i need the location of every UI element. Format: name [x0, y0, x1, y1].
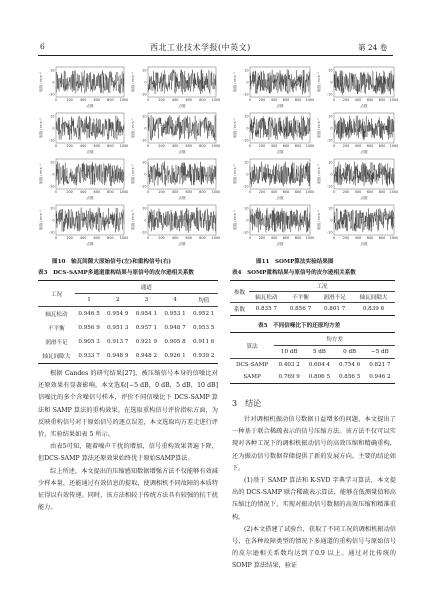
x-tick-label: 600: [366, 144, 374, 148]
table3-cell: 0.905 8: [164, 339, 186, 345]
x-tick-label: 600: [366, 190, 374, 194]
y-tick-label: 0: [246, 172, 249, 177]
table3-corner: 工况: [50, 291, 62, 298]
table3-cell: 0.951 3: [107, 325, 129, 331]
x-tick-label: 800: [107, 236, 114, 240]
table3-row-label: 润滑不足: [45, 340, 68, 346]
x-tick-label: 600: [185, 236, 193, 240]
x-axis-label: 点数: [86, 196, 94, 200]
y-axis-label: 幅值 / m·s⁻²: [233, 210, 237, 230]
y-tick-label: 0: [144, 172, 147, 177]
x-tick-label: 0: [332, 190, 336, 194]
table3-cell: 0.948 7: [164, 325, 186, 331]
y-axis-label: 幅值 / m·s⁻²: [317, 164, 321, 184]
x-tick-label: 1000: [119, 190, 128, 194]
table-row: [230, 303, 395, 316]
x-tick-label: 200: [66, 98, 73, 102]
waveform-plot: [232, 156, 314, 200]
table3-cell: 0.913 7: [107, 339, 129, 345]
right-column-text: [232, 414, 396, 573]
x-tick-label: 800: [294, 190, 302, 194]
y-tick-label: 10: [244, 114, 249, 119]
y-tick-label: -10: [326, 138, 333, 143]
x-tick-label: 0: [54, 144, 58, 148]
table-row: [230, 359, 395, 372]
x-axis-label: 点数: [360, 104, 368, 108]
x-tick-label: 800: [378, 98, 386, 102]
waveform-plot: [130, 156, 220, 200]
x-tick-label: 0: [54, 98, 58, 102]
table3-cell: 0.946 5: [78, 311, 100, 317]
y-tick-label: 0: [330, 172, 333, 177]
x-tick-label: 400: [354, 190, 362, 194]
y-axis-label: 幅值 / m·s⁻²: [131, 210, 135, 230]
x-tick-label: 200: [158, 190, 165, 194]
x-tick-label: 1000: [305, 144, 314, 148]
x-tick-label: 1000: [211, 144, 220, 148]
waveform-plot: [316, 156, 398, 200]
y-tick-label: 10: [50, 68, 55, 73]
table4-col-header: 不平衡: [292, 295, 309, 301]
y-tick-label: 0: [330, 218, 333, 223]
y-tick-label: 0: [246, 218, 249, 223]
waveform-plot: [316, 64, 398, 108]
x-tick-label: 800: [199, 98, 206, 102]
y-tick-label: 0: [330, 126, 333, 131]
x-tick-label: 800: [199, 190, 206, 194]
y-tick-label: 10: [50, 206, 55, 211]
table-5: [230, 332, 395, 384]
paragraph-conclusion-intro: 针对调相机振动信号数据日益增多的问题，本文提出了一种基于联合稀疏表示的信号压缩方法。该方法不仅可以实现对各种工况下的调相机振动信号的高效压缩和精确重构，还为振动信号数据存储提供了新的发展方向。主要的结论如下。: [232, 416, 396, 472]
y-tick-label: -10: [48, 138, 55, 143]
x-tick-label: 200: [66, 236, 73, 240]
y-axis-label: 幅值 / m·s⁻²: [131, 164, 135, 184]
table5-col-header: −5 dB: [371, 349, 389, 355]
x-tick-label: 200: [258, 190, 266, 194]
table4-corner: 参数: [233, 289, 246, 296]
y-axis-label: 幅值 / m·s⁻²: [39, 210, 43, 230]
x-tick-label: 1000: [389, 190, 398, 194]
x-tick-label: 600: [185, 144, 193, 148]
x-tick-label: 600: [366, 98, 374, 102]
table-row: [38, 321, 218, 335]
x-tick-label: 200: [66, 144, 73, 148]
x-tick-label: 1000: [389, 144, 398, 148]
x-tick-label: 0: [248, 190, 252, 194]
table4-cell: 0.839 6: [362, 306, 385, 312]
x-tick-label: 1000: [389, 236, 398, 240]
x-tick-label: 0: [54, 236, 58, 240]
waveform-plot: [38, 202, 128, 246]
waveform-plot: [38, 110, 128, 154]
x-tick-label: 1000: [305, 236, 314, 240]
y-tick-label: 10: [50, 160, 55, 165]
table4-cell: 0.835 7: [255, 306, 277, 312]
table3-col-header: 均值: [198, 298, 210, 304]
x-tick-label: 600: [185, 98, 193, 102]
table3-cell: 0.957 1: [135, 325, 158, 331]
x-tick-label: 1000: [305, 190, 314, 194]
x-axis-label: 点数: [86, 104, 94, 108]
y-tick-label: 0: [246, 126, 249, 131]
table5-cell: 0.769 9: [278, 374, 300, 380]
x-tick-label: 800: [294, 236, 302, 240]
x-tick-label: 600: [185, 190, 193, 194]
waveform-plot: [232, 202, 314, 246]
y-axis-label: 幅值 / m·s⁻²: [233, 164, 237, 184]
table5-cell: 0.821 7: [369, 362, 391, 368]
y-tick-label: 0: [144, 126, 147, 131]
table5-caption: 表5 不同信噪比下的还原均方差: [258, 323, 341, 329]
table3-cell: 0.953 1: [164, 311, 186, 317]
x-axis-label: 点数: [360, 242, 368, 246]
y-tick-label: 0: [144, 80, 147, 85]
table5-cell: 0.604 4: [308, 362, 331, 368]
y-tick-label: 0: [52, 172, 55, 177]
waveform-plot: [38, 156, 128, 200]
x-axis-label: 点数: [276, 104, 284, 108]
x-tick-label: 600: [282, 98, 290, 102]
x-tick-label: 200: [258, 144, 266, 148]
y-tick-label: 10: [328, 206, 333, 211]
table4-group: 工况: [249, 281, 395, 292]
x-tick-label: 400: [354, 98, 362, 102]
x-tick-label: 1000: [119, 98, 128, 102]
y-axis-label: 幅值 / m·s⁻²: [317, 72, 321, 92]
x-axis-label: 点数: [360, 196, 368, 200]
x-tick-label: 1000: [211, 190, 220, 194]
y-tick-label: -10: [326, 184, 333, 189]
x-axis-label: 点数: [86, 242, 94, 246]
y-axis-label: 幅值 / m·s⁻²: [131, 118, 135, 138]
journal-title: 西北工业技术学报(中英文): [150, 43, 251, 52]
table3-cell: 0.905 3: [78, 339, 100, 345]
table5-cell: 0.946 2: [369, 374, 391, 380]
table5-cell: 0.403 2: [278, 362, 300, 368]
y-tick-label: -10: [140, 138, 147, 143]
x-tick-label: 800: [294, 98, 302, 102]
y-axis-label: 幅值 / m·s⁻²: [233, 118, 237, 138]
table5-cell: 0.856 5: [338, 374, 361, 380]
x-tick-label: 800: [199, 144, 206, 148]
table5-corner: 算法: [246, 343, 258, 350]
paragraph-summary: 综上所述，本文提出的压缩感知数据增强方法不仅能够有效减少样本量，还能通过有效信息的提取，使调相机不同故障的本质特征得以有效传递。同时，该方法相较于传统方法具有较强的抗干扰能力。: [38, 467, 218, 512]
x-tick-label: 0: [54, 190, 58, 194]
waveform-plot: [130, 64, 220, 108]
x-tick-label: 0: [146, 144, 150, 148]
y-tick-label: 10: [328, 68, 333, 73]
y-tick-label: -10: [242, 92, 249, 97]
x-tick-label: 800: [199, 236, 206, 240]
y-tick-label: 0: [52, 80, 55, 85]
y-tick-label: 10: [328, 114, 333, 119]
x-tick-label: 400: [171, 236, 179, 240]
x-tick-label: 600: [93, 98, 101, 102]
table4-cell: 0.801 7: [323, 306, 346, 312]
x-tick-label: 200: [342, 236, 350, 240]
x-tick-label: 1000: [305, 98, 314, 102]
x-tick-label: 400: [270, 190, 278, 194]
x-tick-label: 800: [378, 236, 386, 240]
y-axis-label: 幅值 / m·s⁻²: [39, 72, 43, 92]
table3-row-label: 轴瓦松动: [45, 312, 68, 318]
table3-cell: 0.948 2: [135, 353, 158, 359]
table5-cell: 0.754 6: [338, 362, 361, 368]
table5-cell: 0.806 5: [308, 374, 331, 380]
y-tick-label: 10: [244, 160, 249, 165]
x-tick-label: 200: [158, 144, 165, 148]
table5-group: 均方差: [274, 333, 395, 346]
table4-cell: 0.856 7: [289, 306, 312, 312]
x-tick-label: 200: [258, 98, 266, 102]
x-tick-label: 200: [258, 236, 266, 240]
x-tick-label: 400: [171, 190, 179, 194]
paragraph-conclusion-2: (2)本文搭建了试验台，获取了不同工况的调相机振动信号，在各种故障类型的情况下多通道的重构信号与原始信号的皮尔逊相关系数均达到了0.9 以上。通过对比传统的 SOMP 算法结果，验证: [232, 525, 396, 570]
table3-caption: 表3 DCS-SAMP多通道重构结果与原信号的皮尔逊相关系数: [38, 270, 195, 276]
y-tick-label: -10: [48, 230, 55, 235]
y-axis-label: 幅值 / m·s⁻²: [39, 118, 43, 138]
y-tick-label: 10: [328, 160, 333, 165]
x-tick-label: 200: [158, 98, 165, 102]
waveform-plot: [130, 202, 220, 246]
waveform-plot: [316, 110, 398, 154]
x-tick-label: 200: [342, 190, 350, 194]
table5-col-header: 10 dB: [280, 349, 298, 355]
waveform-plot: [316, 202, 398, 246]
fig10-caption: 图10 轴瓦间隙大原始信号(左)和重构信号(右): [52, 259, 172, 265]
x-tick-label: 400: [354, 236, 362, 240]
y-tick-label: 0: [52, 126, 55, 131]
y-axis-label: 幅值 / m·s⁻²: [317, 118, 321, 138]
table5-col-header: 5 dB: [312, 349, 326, 355]
x-tick-label: 800: [294, 144, 302, 148]
x-axis-label: 点数: [178, 150, 186, 154]
x-axis-label: 点数: [178, 242, 186, 246]
left-column-text: [38, 368, 218, 514]
page-number: 6: [40, 42, 45, 51]
paragraph-snr: 根据 Candes 的研究结果[27]，被压缩信号本身的信噪比对还原效果有显著影响。本文选取[−5 dB，0 dB，5 dB，10 dB]信噪比的多个含噪信号样本，评价不同信噪比下 DCS-SAMP 算法和 SAMP 算法的重构效果。在选取重构信号评价指标方面，为反映重构信号对于原始信号的逐点误差，本文选取均方差走进行评价，实验结果如表 5 所示。: [38, 370, 218, 439]
x-tick-label: 0: [248, 236, 252, 240]
x-tick-label: 1000: [119, 236, 128, 240]
x-tick-label: 400: [79, 236, 87, 240]
y-tick-label: 10: [50, 114, 55, 119]
y-tick-label: 10: [142, 114, 147, 119]
x-tick-label: 600: [282, 236, 290, 240]
x-tick-label: 600: [366, 236, 374, 240]
x-tick-label: 0: [332, 236, 336, 240]
table4-col-header: 润滑不足: [323, 295, 346, 301]
x-tick-label: 1000: [211, 98, 220, 102]
table3-cell: 0.911 6: [192, 339, 215, 345]
x-tick-label: 0: [146, 98, 150, 102]
table5-col-header: 0 dB: [343, 349, 357, 355]
table3-row-label: 轴瓦间隙大: [42, 354, 71, 360]
table-row: [38, 335, 218, 349]
y-axis-label: 幅值 / m·s⁻²: [233, 72, 237, 92]
x-tick-label: 400: [354, 144, 362, 148]
x-tick-label: 400: [79, 144, 87, 148]
x-tick-label: 400: [79, 190, 87, 194]
y-tick-label: 10: [142, 206, 147, 211]
x-tick-label: 800: [107, 144, 114, 148]
x-tick-label: 800: [107, 190, 114, 194]
waveform-plot: [130, 110, 220, 154]
x-tick-label: 0: [332, 98, 336, 102]
table3-cell: 0.954 9: [107, 311, 129, 317]
x-tick-label: 1000: [211, 236, 220, 240]
y-tick-label: -10: [242, 230, 249, 235]
y-tick-label: 10: [142, 68, 147, 73]
y-tick-label: 0: [330, 80, 333, 85]
x-tick-label: 0: [146, 190, 150, 194]
paragraph-conclusion-1: (1)基于 SAMP 算法和 K-SVD 字典学习算法，本文提出的 DCS-SAMP 联合稀疏表示算法，能够在低测量值和高压缩比的情况下，实现对振动信号数据的高效压缩和精准重构。: [232, 477, 396, 521]
y-axis-label: 幅值 / m·s⁻²: [39, 164, 43, 184]
table4-caption: 表4 SOMP重构结果与原信号的皮尔逊相关系数: [232, 270, 356, 276]
table3-cell: 0.952 1: [192, 311, 215, 317]
x-tick-label: 600: [93, 190, 101, 194]
table3-cell: 0.956 9: [78, 325, 100, 331]
x-axis-label: 点数: [86, 150, 94, 154]
x-tick-label: 400: [270, 144, 278, 148]
waveform-plot: [38, 64, 128, 108]
table-row: [230, 371, 395, 384]
x-axis-label: 点数: [276, 242, 284, 246]
volume-label: 第 24 卷: [358, 43, 388, 52]
y-tick-label: -10: [48, 184, 55, 189]
table-4: [230, 280, 395, 316]
y-tick-label: 0: [144, 218, 147, 223]
x-tick-label: 0: [146, 236, 150, 240]
y-tick-label: 10: [244, 68, 249, 73]
x-tick-label: 200: [158, 236, 165, 240]
y-tick-label: -10: [242, 184, 249, 189]
x-tick-label: 0: [332, 144, 336, 148]
y-tick-label: -10: [326, 92, 333, 97]
table4-col-header: 轴瓦松动: [255, 295, 278, 301]
x-axis-label: 点数: [360, 150, 368, 154]
table3-cell: 0.954 1: [135, 311, 158, 317]
section-heading-conclusion: 3 结论: [232, 399, 262, 408]
table3-cell: 0.948 9: [107, 353, 129, 359]
table-row: [38, 307, 218, 322]
header-rule: [38, 55, 393, 56]
table4-col-header: 轴瓦间隙大: [359, 295, 388, 301]
y-axis-label: 幅值 / m·s⁻²: [317, 210, 321, 230]
x-tick-label: 600: [282, 190, 290, 194]
table3-group: 通道: [75, 281, 218, 294]
y-tick-label: 0: [246, 80, 249, 85]
x-tick-label: 200: [66, 190, 73, 194]
y-tick-label: 10: [142, 160, 147, 165]
table3-cell: 0.953 5: [192, 325, 215, 331]
y-tick-label: -10: [140, 92, 147, 97]
y-tick-label: -10: [48, 92, 55, 97]
x-tick-label: 200: [342, 98, 350, 102]
x-tick-label: 600: [282, 144, 290, 148]
table3-cell: 0.926 1: [164, 353, 186, 359]
table3-col-header: 1: [87, 297, 91, 303]
x-tick-label: 800: [378, 144, 386, 148]
table3-cell: 0.939 2: [192, 353, 215, 359]
table5-row-label: SAMP: [243, 374, 261, 380]
x-tick-label: 800: [107, 98, 114, 102]
x-tick-label: 600: [93, 236, 101, 240]
x-tick-label: 600: [93, 144, 101, 148]
x-tick-label: 400: [171, 98, 179, 102]
table-row: [38, 349, 218, 364]
table4-row-label: 系数: [233, 307, 246, 313]
y-tick-label: -10: [326, 230, 333, 235]
y-tick-label: 0: [52, 218, 55, 223]
x-tick-label: 800: [378, 190, 386, 194]
x-axis-label: 点数: [178, 104, 186, 108]
x-tick-label: 200: [342, 144, 350, 148]
x-tick-label: 0: [248, 144, 252, 148]
fig11-caption: 图11 SOMP算法实验结果图: [256, 259, 334, 265]
table3-row-label: 不平衡: [47, 326, 65, 332]
table3-cell: 0.933 7: [78, 353, 100, 359]
table3-col-header: 3: [144, 297, 149, 303]
x-tick-label: 400: [79, 98, 87, 102]
x-tick-label: 0: [248, 98, 252, 102]
x-axis-label: 点数: [276, 196, 284, 200]
waveform-plot: [232, 110, 314, 154]
x-axis-label: 点数: [276, 150, 284, 154]
table3-cell: 0.921 9: [135, 339, 158, 345]
x-tick-label: 1000: [119, 144, 128, 148]
x-tick-label: 400: [171, 144, 179, 148]
y-tick-label: -10: [242, 138, 249, 143]
table-3: [38, 280, 218, 364]
x-tick-label: 1000: [389, 98, 398, 102]
waveform-plot: [232, 64, 314, 108]
y-tick-label: -10: [140, 230, 147, 235]
x-tick-label: 400: [270, 98, 278, 102]
x-tick-label: 400: [270, 236, 278, 240]
table5-row-label: DCS-SAMP: [236, 362, 269, 368]
y-tick-label: 10: [244, 206, 249, 211]
table3-col-header: 4: [173, 297, 177, 303]
table3-col-header: 2: [115, 297, 120, 303]
y-tick-label: -10: [140, 184, 147, 189]
y-axis-label: 幅值 / m·s⁻²: [131, 72, 135, 92]
paragraph-table5-result: 由表5可知，随着噪声干扰的增加，信号重构效果普遍下降，但DCS-SAMP 算法还原效果始终优于原始SAMP算法。: [38, 443, 218, 463]
x-axis-label: 点数: [178, 196, 186, 200]
